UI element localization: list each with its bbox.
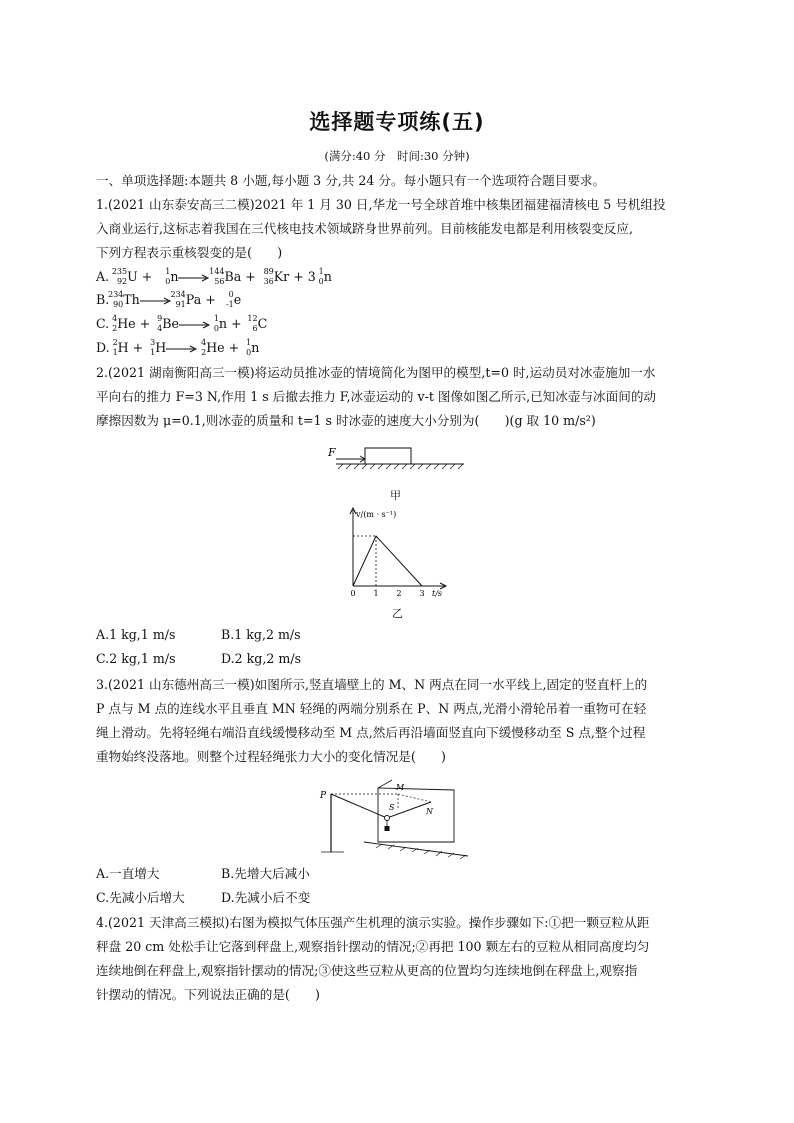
arrow-icon xyxy=(140,296,172,306)
velocity-line xyxy=(353,536,422,586)
pulley xyxy=(385,816,390,821)
x-tick-2: 2 xyxy=(396,589,402,598)
q2-line-1: 2.(2021 湖南衡阳高三一模)将运动员推冰壶的情境简化为图甲的模型,t=0 时,运动员对冰壶施加一水 xyxy=(96,365,656,380)
point-s-label: S xyxy=(389,803,395,812)
wall xyxy=(378,788,454,842)
q1-line-2: 入商业运行,这标志着我国在三代核电技术领域跻身世界前列。目前核能发电都是利用核裂变反应, xyxy=(96,221,633,236)
q4-line-3: 连续地倒在秤盘上,观察指针摆动的情况;③使这些豆粒从更高的位置均匀连续地倒在秤盘上,观察指 xyxy=(96,963,638,978)
figure-push-model xyxy=(320,440,470,490)
mn-dashed-line xyxy=(398,794,431,802)
arrow-icon xyxy=(166,344,198,354)
figure-a-caption: 甲 xyxy=(390,489,401,502)
q4-line-2: 秤盘 20 cm 处松手让它落到秤盘上,观察指针摆动的情况;②再把 100 颗左右的豆粒从相同高度均匀 xyxy=(96,939,650,954)
q2-option-d: D.2 kg,2 m/s xyxy=(221,651,302,666)
ground-hatch-q3 xyxy=(376,844,466,859)
curling-stone-block xyxy=(365,448,411,464)
q1-option-c: C. 4 2 He + 9 4 Be 1 0 n + 12 6 C xyxy=(96,313,268,333)
q1-option-d: D. 2 1 H + 3 1 H 4 2 He + 1 0 n xyxy=(96,337,260,357)
point-n-label: N xyxy=(426,807,433,816)
q1-line-1: 1.(2021 山东泰安高三二模)2021 年 1 月 30 日,华龙一号全球首堆中核集团福建福清核电 5 号机组投 xyxy=(96,197,666,212)
q1-option-c-label: C. xyxy=(96,316,110,331)
figure-b-caption: 乙 xyxy=(392,607,403,620)
x-tick-3: 3 xyxy=(419,589,425,598)
q4-line-4: 针摆动的情况。下列说法正确的是( ) xyxy=(96,987,320,1002)
y-axis-label: v/(m · s⁻¹) xyxy=(356,510,397,519)
arrow-icon xyxy=(179,320,211,330)
q1-line-3: 下列方程表示重核裂变的是( ) xyxy=(96,245,283,260)
q2-option-b: B.1 kg,2 m/s xyxy=(221,627,301,642)
q2-option-a: A.1 kg,1 m/s xyxy=(96,627,176,642)
x-tick-1: 1 xyxy=(373,589,379,598)
q1-option-b-label: B. xyxy=(96,292,110,307)
point-m-label: M xyxy=(396,783,405,792)
q1-option-b: B. 234 90 Th 234 91 Pa + 0 -1 e xyxy=(96,289,242,309)
q3-option-d: D.先减小后不变 xyxy=(221,890,311,905)
q3-option-c: C.先减小后增大 xyxy=(96,890,185,905)
page-title: 选择题专项练(五) xyxy=(309,110,485,134)
x-tick-0: 0 xyxy=(350,589,356,598)
point-p-label: P xyxy=(320,791,327,801)
vt-graph xyxy=(336,504,456,600)
q4-line-1: 4.(2021 天津高三模拟)右图为模拟气体压强产生机理的演示实验。操作步骤如下:①把一颗豆粒从距 xyxy=(96,915,650,930)
hanging-weight xyxy=(385,826,390,831)
section-heading: 一、单项选择题:本题共 8 小题,每小题 3 分,共 24 分。每小题只有一个选项符合题目要求。 xyxy=(96,173,606,188)
ground-hatch xyxy=(338,464,463,469)
q2-line-2: 平向右的推力 F=3 N,作用 1 s 后撤去推力 F,冰壶运动的 v-t 图像如图乙所示,已知冰壶与冰面间的动 xyxy=(96,389,657,404)
q3-line-2: P 点与 M 点的连线水平且垂直 MN 轻绳的两端分别系在 P、N 两点,光滑小滑轮吊着一重物可在轻 xyxy=(96,701,647,716)
figure-rope-pulley xyxy=(316,776,476,860)
q2-line-3: 摩擦因数为 μ=0.1,则冰壶的质量和 t=1 s 时冰壶的速度大小分别为( )(g 取 10 m/s²) xyxy=(96,413,596,428)
q1-option-a: A. 235 92 U + 1 0 n 144 56 Ba + 89 36 Kr + 3 1 0 n xyxy=(96,266,332,286)
x-axis-label: t/s xyxy=(432,589,443,598)
q3-option-a: A.一直增大 xyxy=(96,866,160,881)
q3-line-1: 3.(2021 山东德州高三一模)如图所示,竖直墙壁上的 M、N 两点在同一水平线上,固定的竖直杆上的 xyxy=(96,677,648,692)
q1-option-a-label: A. xyxy=(96,269,110,284)
arrow-icon xyxy=(178,273,210,283)
q3-line-4: 重物始终没落地。则整个过程轻绳张力大小的变化情况是( ) xyxy=(96,749,446,764)
q1-option-d-label: D. xyxy=(96,340,110,355)
rope xyxy=(331,794,431,818)
exam-info: (满分:40 分 时间:30 分钟) xyxy=(324,149,470,163)
force-label: F xyxy=(328,446,336,459)
q3-option-b: B.先增大后减小 xyxy=(221,866,310,881)
q3-line-3: 绳上滑动。先将轻绳右端沿直线缓慢移动至 M 点,然后再沿墙面竖直向下缓慢移动至 S 点,整个过程 xyxy=(96,725,646,740)
wall-edge xyxy=(378,780,392,788)
q2-option-c: C.2 kg,1 m/s xyxy=(96,651,176,666)
